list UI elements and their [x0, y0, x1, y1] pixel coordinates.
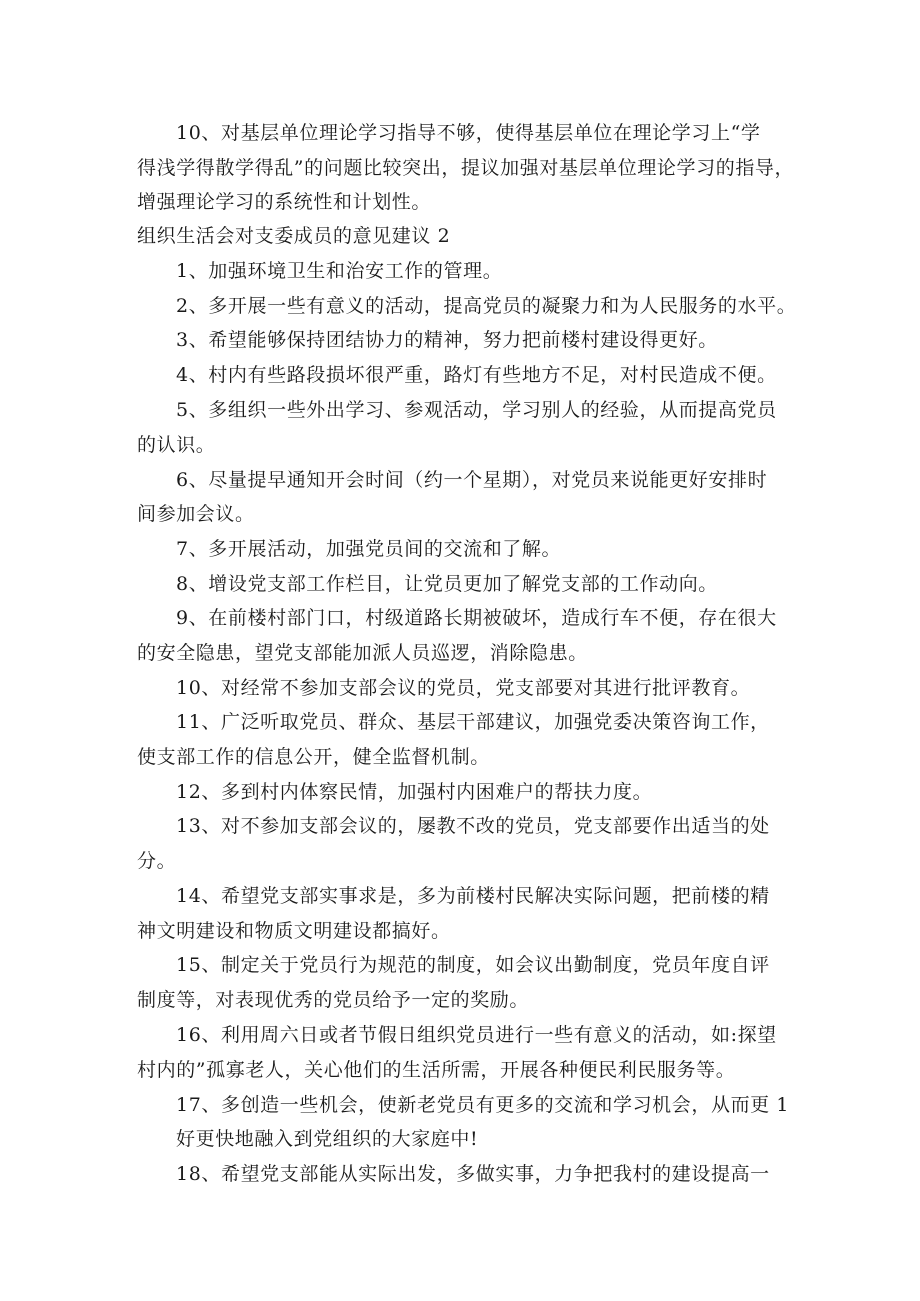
- list-item: 7、多开展活动，加强党员间的交流和了解。: [176, 538, 562, 560]
- list-item-continuation: 的安全隐患，望党支部能加派人员巡逻，消除隐患。: [137, 642, 588, 664]
- list-item: 16、利用周六日或者节假日组织党员进行一些有意义的活动，如:探望: [176, 1024, 777, 1046]
- paragraph-line: 10、对基层单位理论学习指导不够，使得基层单位在理论学习上“学: [176, 122, 761, 144]
- list-item: 15、制定关于党员行为规范的制度，如会议出勤制度，党员年度自评: [176, 954, 770, 976]
- section-heading: 组织生活会对支委成员的意见建议 2: [137, 225, 451, 247]
- list-item: 2、多开展一些有意义的活动，提高党员的凝聚力和为人民服务的水平。: [176, 295, 797, 317]
- list-item-continuation: 的认识。: [137, 434, 216, 456]
- paragraph-line: 增强理论学习的系统性和计划性。: [137, 191, 432, 213]
- list-item: 13、对不参加支部会议的，屡教不改的党员，党支部要作出适当的处: [176, 815, 770, 837]
- list-item: 18、希望党支部能从实际出发，多做实事，力争把我村的建设提高一: [176, 1163, 770, 1185]
- list-item-continuation: 神文明建设和物质文明建设都搞好。: [137, 920, 451, 942]
- list-item: 3、希望能够保持团结协力的精神，努力把前楼村建设得更好。: [176, 329, 718, 351]
- list-item-continuation: 制度等，对表现优秀的党员给予一定的奖励。: [137, 989, 530, 1011]
- list-item-continuation: 间参加会议。: [137, 503, 255, 525]
- list-item: 9、在前楼村部门口，村级道路长期被破坏，造成行车不便，存在很大: [176, 607, 777, 629]
- list-item: 5、多组织一些外出学习、参观活动，学习别人的经验，从而提高党员: [176, 399, 777, 421]
- list-item: 17、多创造一些机会，使新老党员有更多的交流和学习机会，从而更 1: [176, 1094, 790, 1116]
- list-item-continuation: 村内的”孤寡老人，关心他们的生活所需，开展各种便民利民服务等。: [137, 1059, 736, 1081]
- list-item-continuation: 使支部工作的信息公开，健全监督机制。: [137, 746, 490, 768]
- list-item: 12、多到村内体察民情，加强村内困难户的帮扶力度。: [176, 781, 653, 803]
- list-item-continuation: 分。: [137, 850, 177, 872]
- list-item: 10、对经常不参加支部会议的党员，党支部要对其进行批评教育。: [176, 677, 751, 699]
- list-item: 11、广泛听取党员、群众、基层干部建议，加强党委决策咨询工作，: [176, 711, 770, 733]
- list-item: 4、村内有些路段损坏很严重，路灯有些地方不足，对村民造成不便。: [176, 364, 777, 386]
- list-item: 1、加强环境卫生和治安工作的管理。: [176, 260, 503, 282]
- list-item-continuation: 好更快地融入到党组织的大家庭中!: [176, 1128, 479, 1150]
- list-item: 6、尽量提早通知开会时间（约一个星期），对党员来说能更好安排时: [176, 469, 768, 491]
- paragraph-line: 得浅学得散学得乱”的问题比较突出，提议加强对基层单位理论学习的指导，: [137, 157, 795, 179]
- list-item: 8、增设党支部工作栏目，让党员更加了解党支部的工作动向。: [176, 573, 718, 595]
- list-item: 14、希望党支部实事求是，多为前楼村民解决实际问题，把前楼的精: [176, 885, 770, 907]
